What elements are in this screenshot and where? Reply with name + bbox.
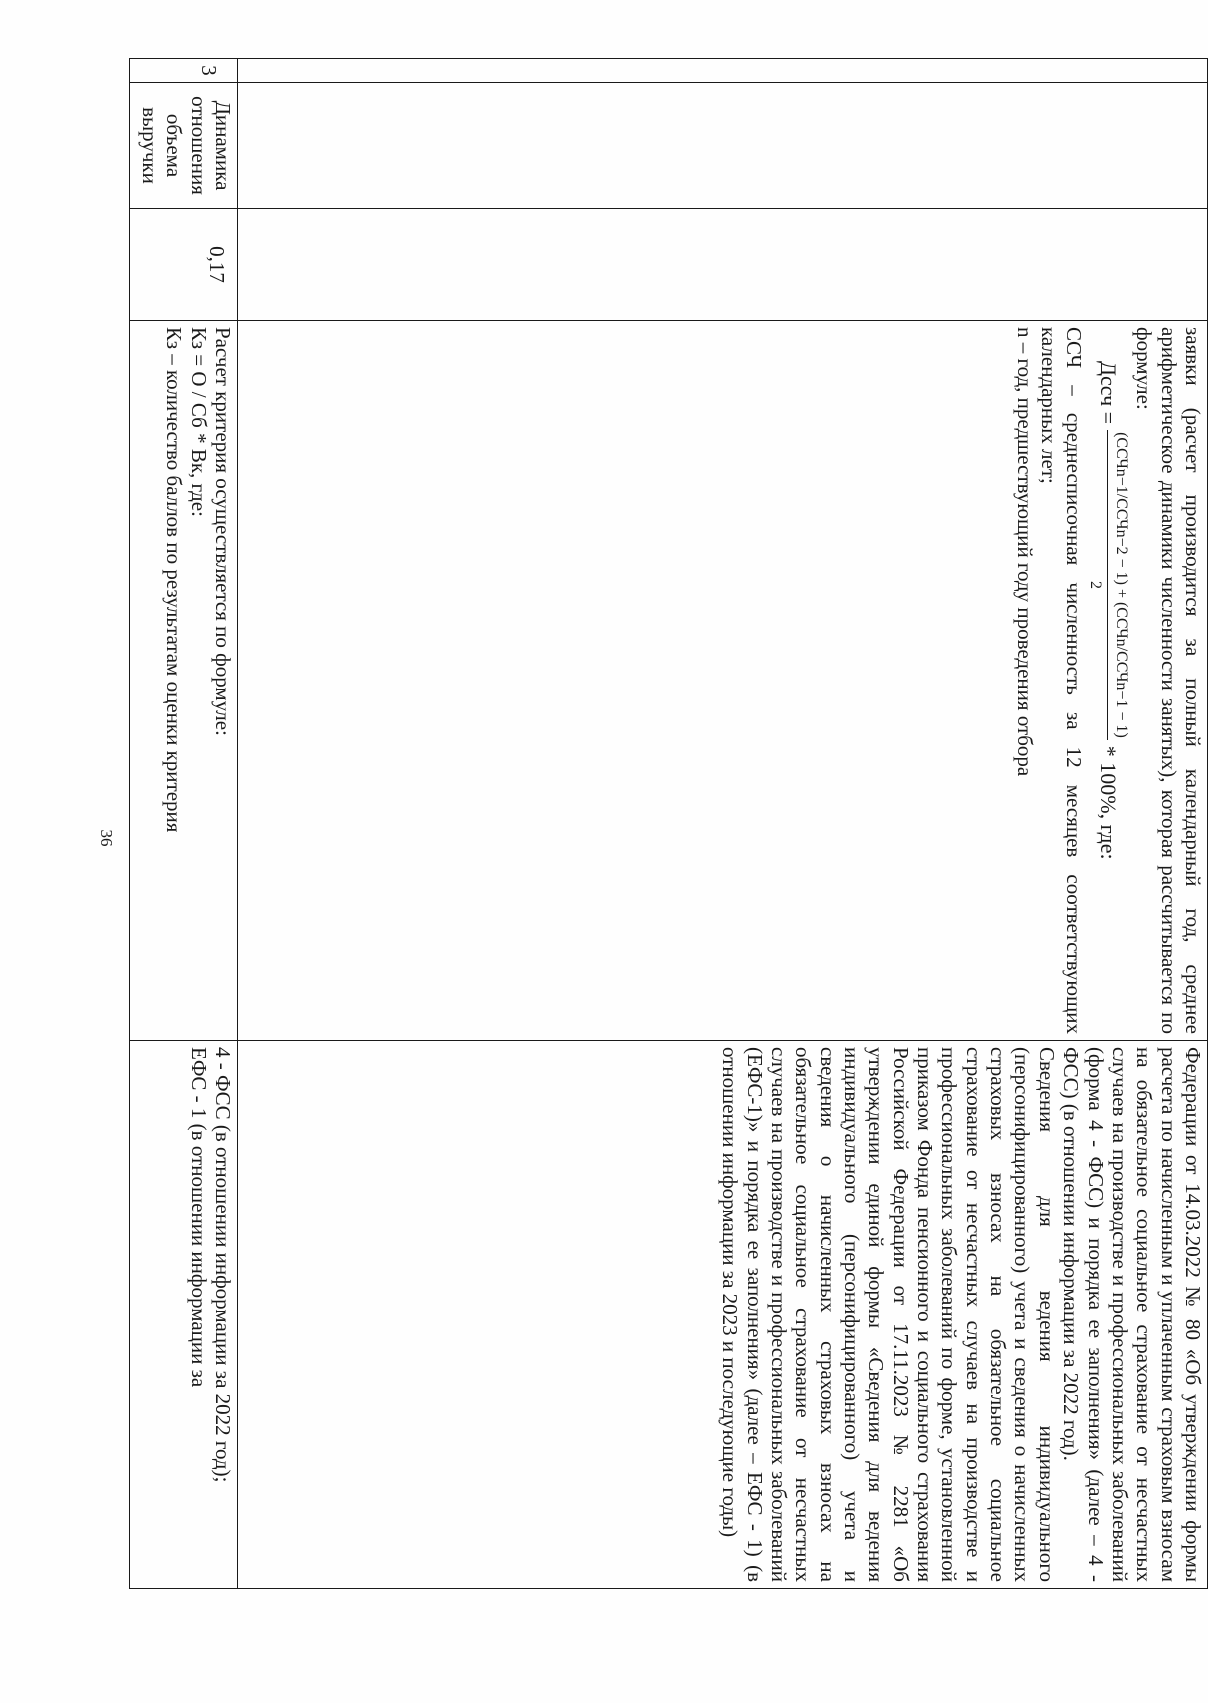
table-row-continued — [238, 59, 1208, 1589]
row3-method-line2: Кз = О / Сб * Вк, где: — [186, 327, 211, 517]
source-paragraph-2: Сведения для ведения индивидуального (персонифицированного) учета и сведения о начисленных страховых взносах на обязательное социальное страхование от несчастных случаев на производстве и профессиональных заболеваний по форме, установленной приказом Фонда пенсионного и социального страхования Российской Федерации от 17.11.2023 № 2281 «Об утверждении единой формы «Сведения для ведения индивидуального (персонифицированного) учета и сведения о начисленных страховых взносах на обязательное социальное страхование от несчастных случаев на производстве и профессиональных заболеваний (ЕФС-1)» и порядка ее заполнения» (далее – ЕФС - 1) (в отношении информации за 2023 и последующие годы) — [718, 1047, 1059, 1582]
formula-denominator: 2 — [1087, 580, 1105, 589]
row3-number: 3 — [129, 59, 237, 83]
definition-n: n – год, предшествующий году проведения отбора — [1013, 327, 1038, 777]
formula-fraction — [1086, 430, 1130, 740]
row3-source — [129, 1041, 237, 1589]
dynamics-formula — [1086, 361, 1130, 1034]
table-row-3 — [129, 59, 237, 1589]
source-paragraph-1: Федерации от 14.03.2022 № 80 «Об утверждении формы расчета по начисленным и уплаченным страховым взносам на обязательное социальное страхование от несчастных случаев на производстве и профессиональных заболеваний (форма 4 - ФСС) и порядка ее заполнения» (далее – 4 - ФСС) (в отношении информации за 2022 год). — [1059, 1047, 1205, 1582]
row3-method-line1: Расчет критерия осуществляется по формуле: — [211, 327, 235, 736]
cell-criterion-empty — [238, 83, 1208, 209]
row3-method — [129, 321, 237, 1041]
cell-number-empty — [238, 59, 1208, 83]
formula-lhs: Дссч = — [1095, 361, 1121, 425]
page-number: 36 — [97, 829, 116, 847]
row3-criterion: Динамика отношения объема выручки — [129, 83, 237, 209]
cell-method-continued — [238, 321, 1208, 1041]
cell-source-continued — [238, 1041, 1208, 1589]
cell-weight-empty — [238, 209, 1208, 321]
row3-source-line2: ЕФС - 1 (в отношении информации за — [186, 1047, 211, 1388]
criteria-table — [129, 58, 1208, 1589]
definition-ssch: ССЧ – среднесписочная численность за 12 месяцев соответствующих календарных лет; — [1037, 327, 1086, 1034]
formula-numerator: (ССЧn−1/ССЧn−2 − 1) + (ССЧn/ССЧn−1 − 1) — [1107, 430, 1130, 740]
rotated-table-container — [137, 58, 1208, 1588]
row3-source-line1: 4 - ФСС (в отношении информации за 2022 год); — [211, 1047, 235, 1483]
row3-weight: 0,17 — [129, 209, 237, 321]
method-intro: заявки (расчет производится за полный календарный год, среднее арифметическое динамики численности занятых), которая рассчитывается по формуле: — [1132, 327, 1205, 1034]
formula-tail: * 100%, где: — [1095, 745, 1121, 860]
row3-method-line3: Кз – количество баллов по результатам оценки критерия — [162, 327, 187, 833]
